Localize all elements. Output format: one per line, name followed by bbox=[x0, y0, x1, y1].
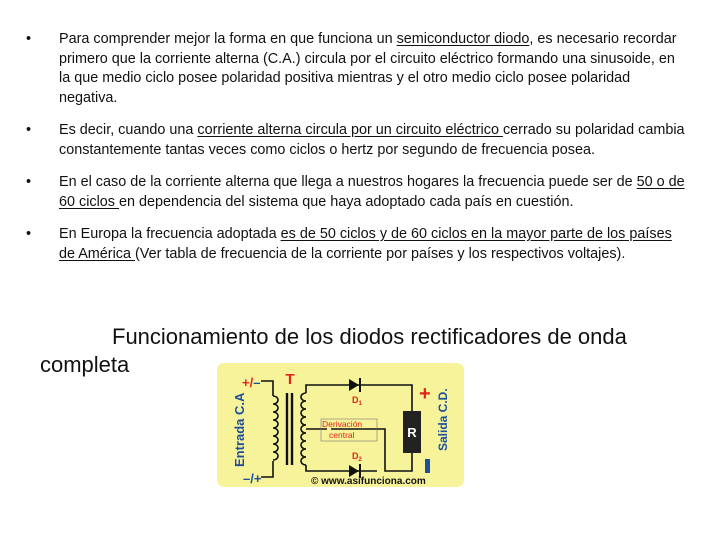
bullet-text: En el caso de la corriente alterna que llega a nuestros hogares la frecuencia puede ser de bbox=[59, 174, 637, 190]
top-polarity-label: +/– bbox=[242, 375, 261, 390]
link-ciclos[interactable]: 50 o de 60 ciclos bbox=[59, 174, 685, 210]
transformer-label: T bbox=[285, 371, 295, 388]
link-frecuencia-america[interactable]: es de 50 ciclos y de 60 ciclos en la mayor parte de los países de América bbox=[59, 226, 672, 262]
bullet-item bbox=[26, 30, 686, 108]
bullet-item bbox=[26, 121, 686, 160]
diode-d1-label: $D_1$ bbox=[352, 395, 362, 407]
output-minus-bar bbox=[425, 459, 430, 473]
bottom-polarity-label: –/+ bbox=[243, 471, 262, 486]
bullet-dot: • bbox=[26, 226, 32, 242]
link-corriente-alterna[interactable]: corriente alterna circula por un circuito eléctrico bbox=[197, 122, 503, 138]
bullet-item bbox=[26, 225, 686, 264]
center-tap-label-2: central bbox=[329, 430, 355, 440]
center-tap-label-1: Derivación bbox=[322, 419, 363, 429]
bullet-item bbox=[26, 173, 686, 212]
link-semiconductor-diodo[interactable]: semiconductor diodo bbox=[396, 31, 530, 47]
bullet-text: Es decir, cuando una bbox=[59, 122, 198, 138]
diode-d2-label: $D_2$ bbox=[352, 451, 362, 463]
bullet-list bbox=[26, 30, 686, 277]
bullet-text: en dependencia del sistema que haya adoptado cada país en cuestión. bbox=[119, 193, 574, 210]
bullet-text: Para comprender mejor la forma en que funciona un bbox=[59, 31, 397, 47]
bullet-dot: • bbox=[26, 174, 32, 190]
bullet-text: cerrado su polaridad cambia constantemente tantas veces como ciclos o hertz por segundo de frecuencia posea. bbox=[59, 122, 685, 158]
bullet-text: En Europa la frecuencia adoptada bbox=[59, 226, 281, 242]
bullet-text: , es necesario recordar primero que la corriente alterna (C.A.) circula por el circuito eléctrico formando una sinusoide, en la que medio ciclo posee polaridad positiva mientras y el otro medio ciclo posee polaridad negativa. bbox=[59, 31, 677, 106]
bullet-dot: • bbox=[26, 122, 32, 138]
rectifier-circuit-diagram bbox=[217, 363, 464, 487]
output-plus-label: + bbox=[419, 383, 431, 405]
input-label: Entrada C.A bbox=[232, 392, 247, 467]
output-label: Salida C.D. bbox=[436, 388, 450, 451]
section-heading-text: Funcionamiento de los diodos rectificadores de onda completa bbox=[40, 324, 627, 377]
bullet-dot: • bbox=[26, 31, 32, 47]
bullet-text: (Ver tabla de frecuencia de la corriente por países y los respectivos voltajes). bbox=[135, 245, 626, 262]
resistor-label: R bbox=[407, 425, 417, 440]
watermark: © www.asifunciona.com bbox=[311, 476, 426, 487]
